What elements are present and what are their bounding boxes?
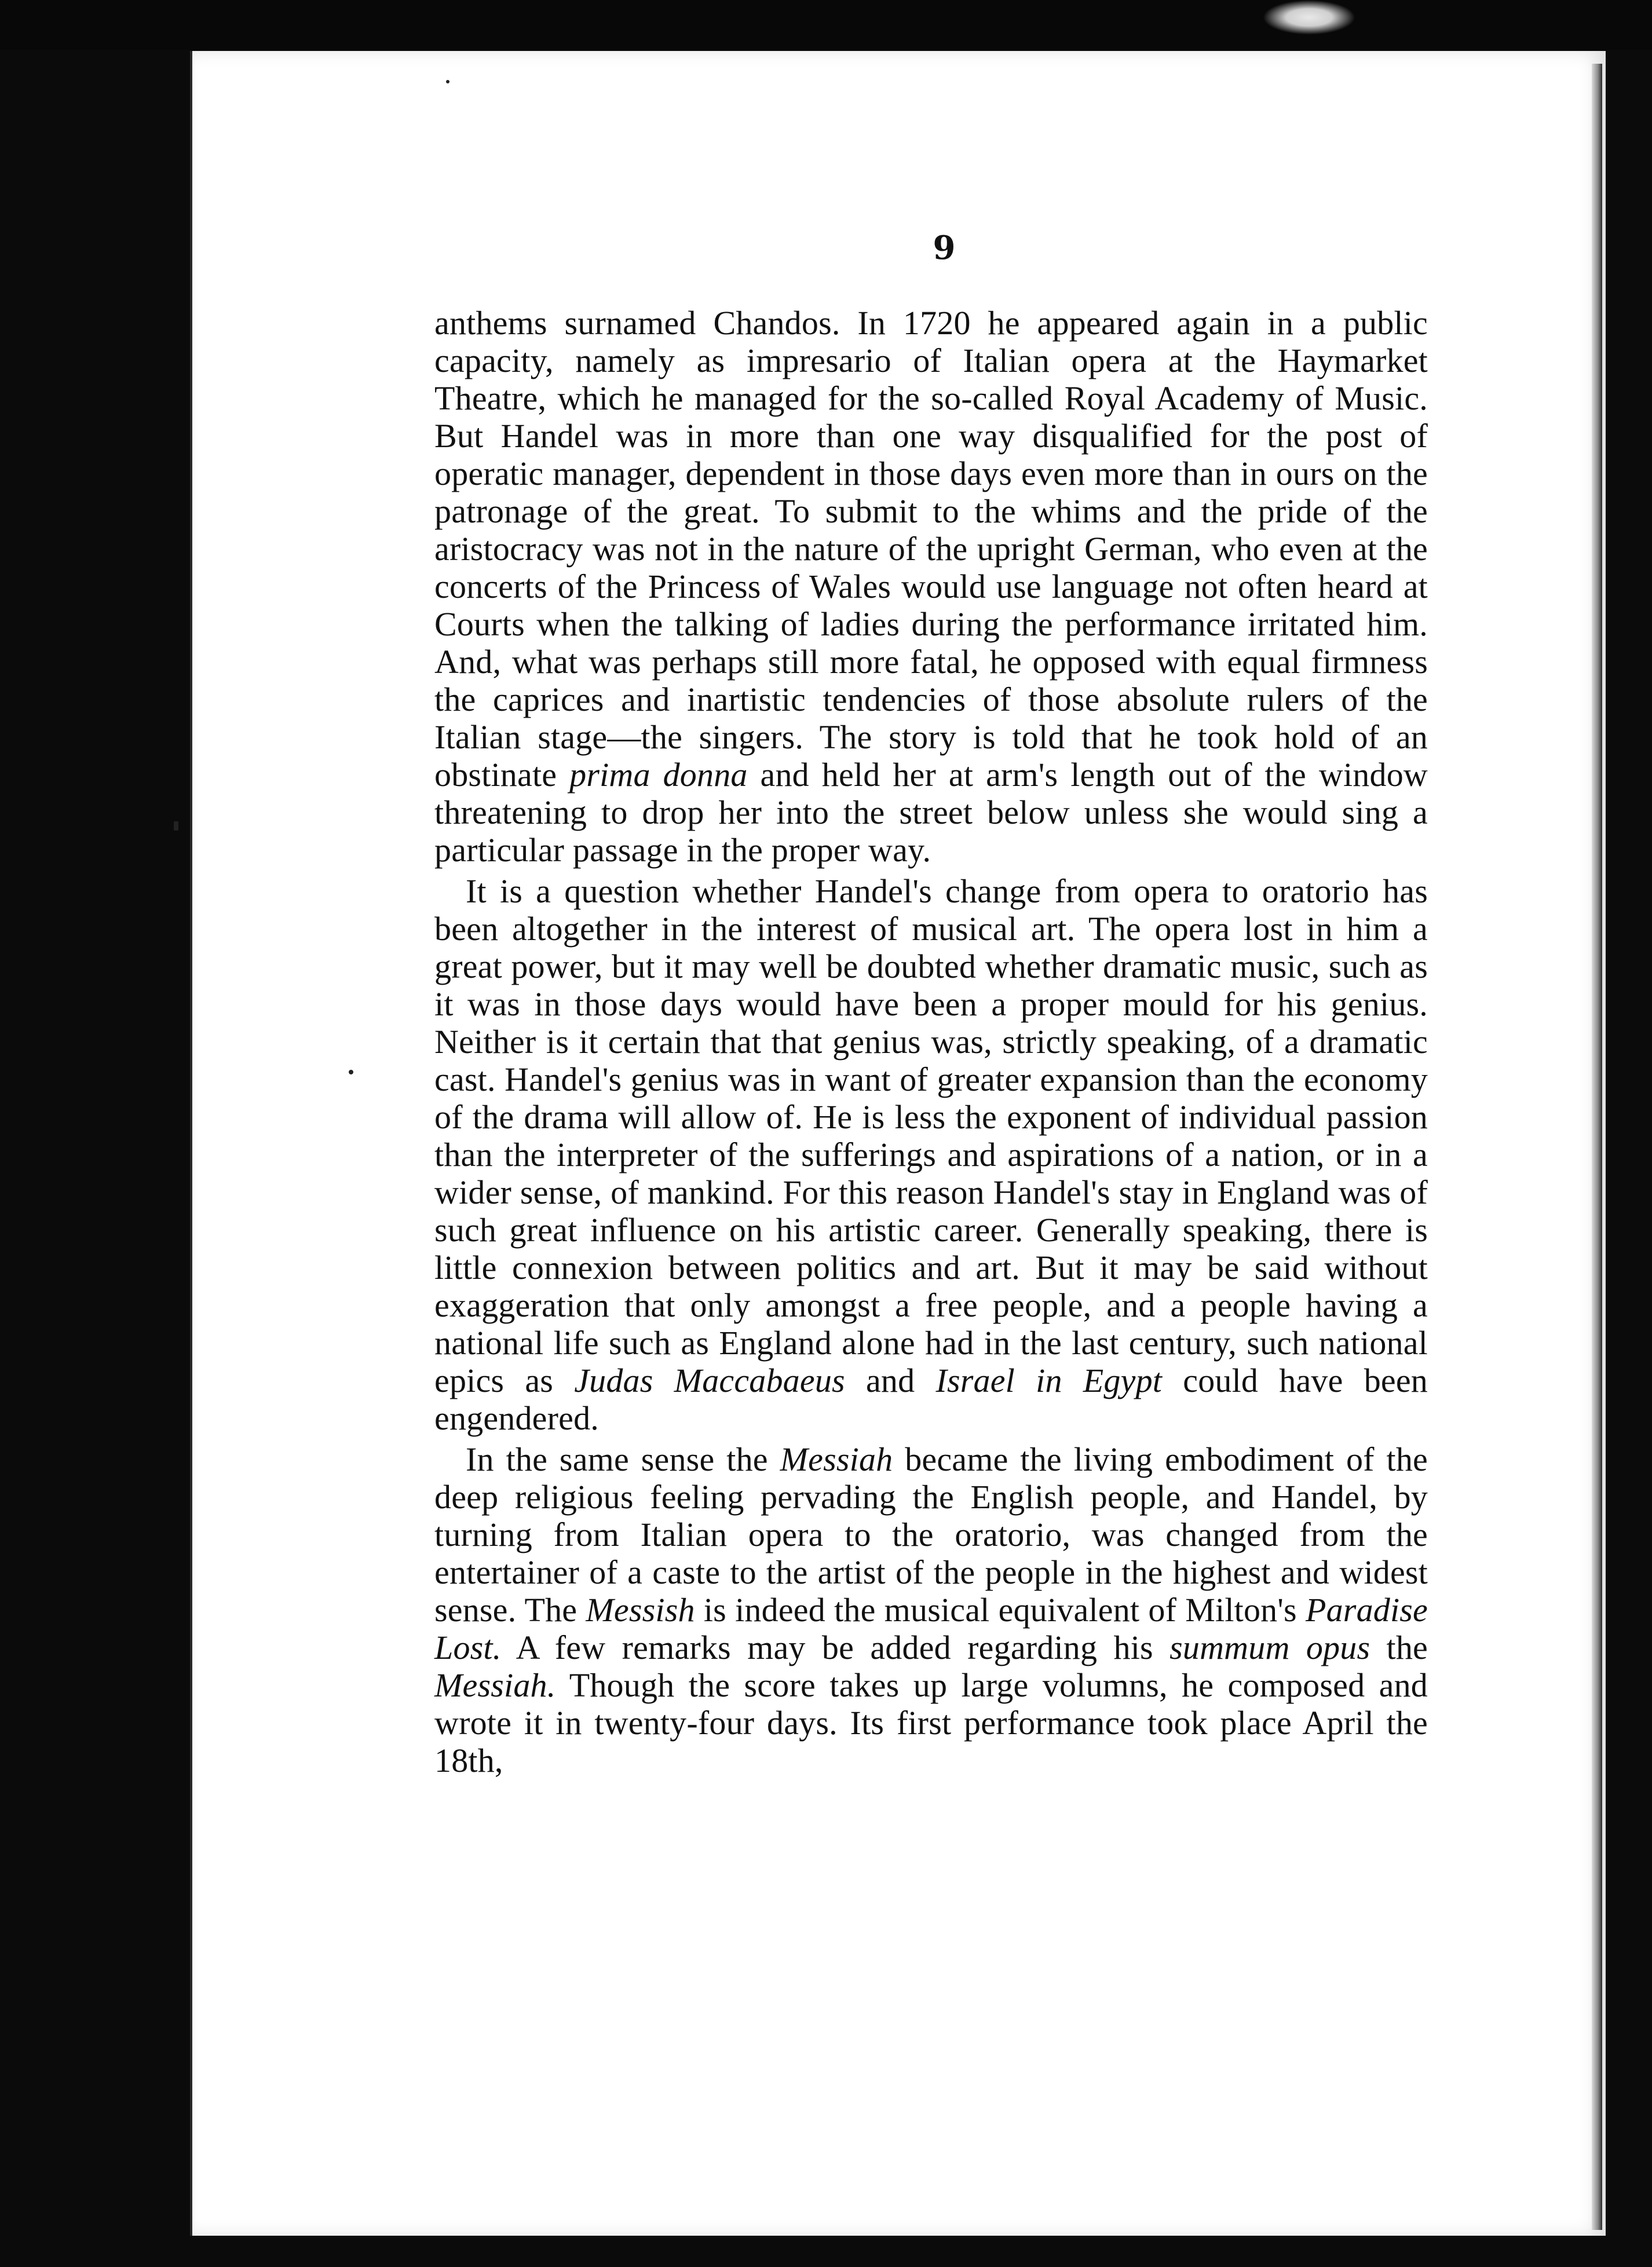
text-run: could have been engendered. — [434, 1362, 1428, 1437]
italic-title: Israel in Egypt — [935, 1362, 1163, 1399]
speck — [446, 80, 449, 83]
paragraph — [434, 872, 1428, 1437]
italic-title: Messiah — [780, 1440, 893, 1478]
page-number: 9 — [933, 229, 956, 267]
text-run: and — [845, 1362, 936, 1399]
text-run: is indeed the musical equivalent of Milton's — [695, 1591, 1306, 1629]
text-run: A few remarks may be added regarding his — [501, 1629, 1170, 1666]
italic-title: Messish — [586, 1591, 695, 1629]
text-run: Though the score takes up large volumns, he composed and wrote it in twenty-four days. Its first performance took place April the 18th, — [434, 1666, 1428, 1779]
speck — [174, 821, 178, 831]
scan-bottom-border — [0, 2236, 1652, 2267]
body-text — [434, 304, 1428, 1783]
text-run: the — [1370, 1629, 1428, 1666]
italic-title: Judas Maccabaeus — [574, 1362, 845, 1399]
text-run: It is a question whether Handel's change from opera to oratorio has been altogether in the interest of musical art. The opera lost in him a great power, but it may well be doubted whether dramatic music, such as it was in those days would have been a proper mould for his genius. Neither is it certain that that genius was, strictly speaking, of a dramatic cast. Handel's genius was in want of greater expansion than the economy of the drama will allow of. He is less the exponent of individual passion than the interpreter of the sufferings and aspirations of a nation, or in a wider sense, of mankind. For this reason Handel's stay in England was of such great influence on his artistic career. Generally speaking, there is little connexion between politics and art. But it may be said without exaggeration that only amongst a free people, and a people having a national life such as England alone had in the last century, such national epics as — [434, 872, 1428, 1399]
text-run: became the living embodiment of the deep religious feeling pervading the English people, and Handel, by turning from Italian opera to the oratorio, was changed from the entertainer of a caste to the artist of the people in the highest and widest sense. The — [434, 1440, 1428, 1629]
italic-title: Messiah. — [434, 1666, 556, 1704]
text-run: anthems surnamed Chandos. In 1720 he appeared again in a public capacity, namely as impresario of Italian opera at the Haymarket Theatre, which he managed for the so-called Royal Academy of Music. But Handel was in more than one way disqualified for the post of operatic manager, dependent in those days even more than in ours on the patronage of the great. To submit to the whims and the pride of the aristocracy was not in the nature of the upright German, who even at the concerts of the Princess of Wales would use language not often heard at Courts when the talking of ladies during the performance irritated him. And, what was perhaps still more fatal, he opposed with equal firmness the caprices and inartistic tendencies of those absolute rulers of the Italian stage—the singers. The story is told that he took hold of an obstinate — [434, 304, 1428, 794]
scan-smudge — [1263, 0, 1355, 35]
speck — [349, 1070, 353, 1074]
text-run: In the same sense the — [466, 1440, 780, 1478]
page-edge-shadow — [1592, 64, 1602, 2230]
paragraph — [434, 304, 1428, 869]
text-run: and held her at arm's length out of the window threatening to drop her into the street below unless she would sing a particular passage in the proper way. — [434, 756, 1428, 869]
italic-title: prima donna — [569, 756, 748, 794]
italic-title: Paradise Lost. — [434, 1591, 1428, 1666]
scan-top-border — [0, 0, 1652, 50]
paragraph — [434, 1440, 1428, 1779]
italic-title: summum opus — [1169, 1629, 1370, 1666]
